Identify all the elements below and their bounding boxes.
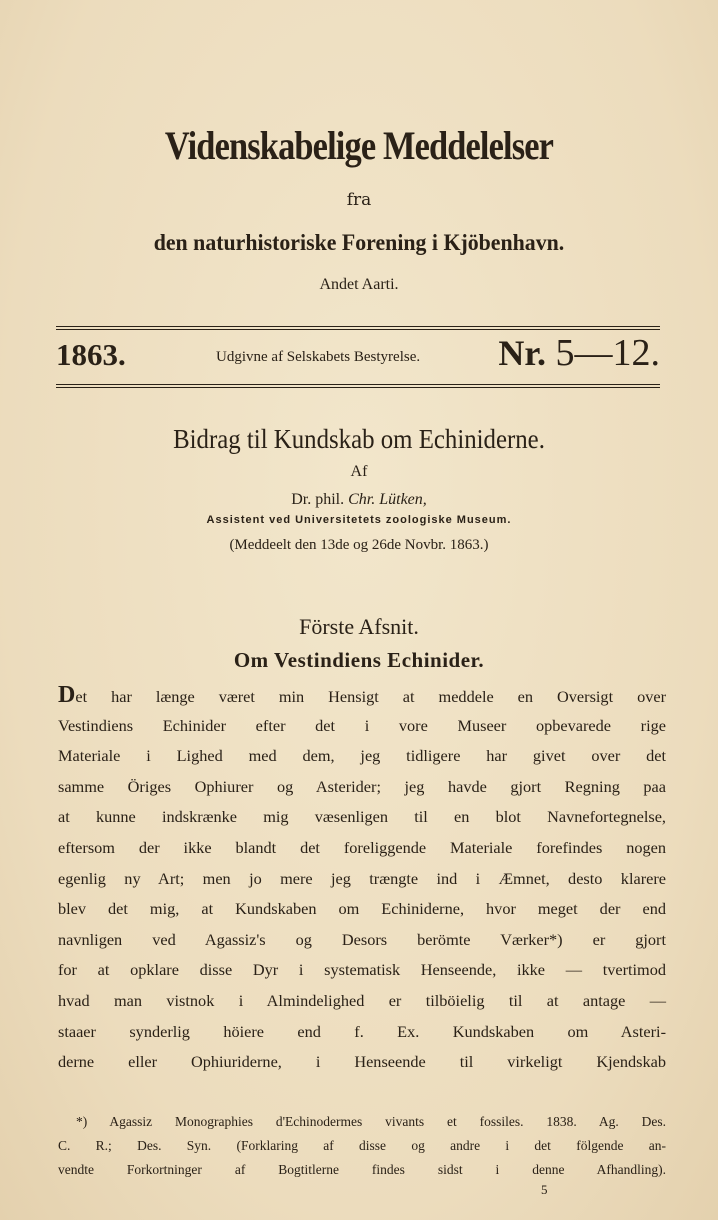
bottom-rule-1 xyxy=(56,384,660,385)
issue-number xyxy=(498,331,660,375)
top-rule-1 xyxy=(56,326,660,327)
bottom-rule-2 xyxy=(56,387,660,388)
drop-initial: D xyxy=(58,682,76,708)
author-name: Chr. Lütken, xyxy=(348,491,427,508)
issue-number-value: 5—12. xyxy=(555,332,660,374)
article-title: Bidrag til Kundskab om Echiniderne. xyxy=(173,424,545,454)
footnote-line: vendte Forkortninger af Bogtitlerne findes sidst i denne Afhandling). xyxy=(58,1162,666,1177)
publisher-line: Udgivne af Selskabets Bestyrelse. xyxy=(216,349,421,365)
body-line: derne eller Ophiuriderne, i Henseende til virkeligt Kjendskab xyxy=(58,1052,666,1072)
journal-title: Videnskabelige Meddelelser xyxy=(164,123,554,168)
body-line: blev det mig, at Kundskaben om Echiniderne, hvor meget der end xyxy=(58,899,666,919)
issue-number-label: Nr. xyxy=(498,333,546,373)
subsection-heading: Om Vestindiens Echinider. xyxy=(233,648,485,672)
body-line: Materiale i Lighed med dem, jeg tidligere har givet over det xyxy=(58,746,666,766)
author-prefix: Dr. phil. xyxy=(291,491,345,508)
body-line: samme Öriges Ophiurer og Asterider; jeg havde gjort Regning paa xyxy=(58,776,666,796)
body-line: hvad man vistnok i Almindelighed er tilböielig til at antage — xyxy=(58,990,666,1010)
body-line: staaer synderlig höiere end f. Ex. Kundskaben om Asteri- xyxy=(58,1021,666,1041)
body-line: navnligen ved Agassiz's og Desors berömte Værker*) er gjort xyxy=(58,929,666,949)
author-line xyxy=(0,491,718,509)
body-line: Vestindiens Echinider efter det i vore Museer opbevarede rige xyxy=(58,715,666,735)
footnote-line: C. R.; Des. Syn. (Forklaring af disse og andre i det fölgende an- xyxy=(58,1138,666,1153)
body-line: egenlig ny Art; men jo mere jeg trængte ind i Æmnet, desto klarere xyxy=(58,868,666,888)
section-heading: Förste Afsnit. xyxy=(299,614,419,639)
society-name: den naturhistoriske Forening i Kjöbenhavn. xyxy=(153,230,565,255)
volume-line: Andet Aarti. xyxy=(319,276,399,293)
footnote-line: *) Agassiz Monographies d'Echinodermes vivants et fossiles. 1838. Ag. Des. xyxy=(76,1114,666,1129)
author-affiliation: Assistent ved Universitetets zoologiske Museum. xyxy=(206,514,512,526)
issue-year: 1863. xyxy=(56,337,126,372)
body-line: Det har længe været min Hensigt at meddele en Oversigt over xyxy=(58,682,666,708)
body-text xyxy=(58,680,666,1078)
communication-dates: (Meddeelt den 13de og 26de Novbr. 1863.) xyxy=(229,537,489,553)
footnote xyxy=(58,1110,666,1182)
page-number: 5 xyxy=(541,1182,548,1197)
body-line: at kunne indskrænke mig væsenligen til en blot Navnefortegnelse, xyxy=(58,807,666,827)
body-line: eftersom der ikke blandt det foreliggende Materiale forefindes nogen xyxy=(58,837,666,857)
top-rule-2 xyxy=(56,329,660,330)
by-line: Af xyxy=(350,463,368,480)
issue-row xyxy=(56,333,660,379)
fra-line: fra xyxy=(346,190,372,210)
body-line: for at opklare disse Dyr i systematisk Henseende, ikke — tvertimod xyxy=(58,960,666,980)
